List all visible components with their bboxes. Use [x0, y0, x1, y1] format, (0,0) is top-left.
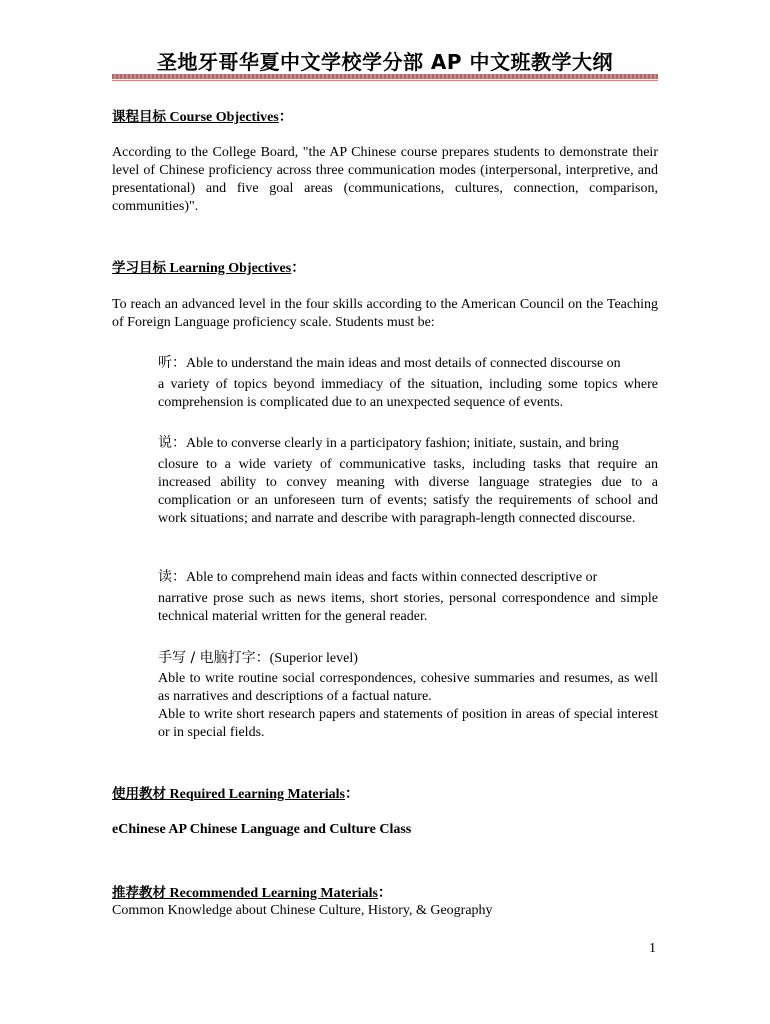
course-objectives-heading — [112, 105, 293, 126]
heading-colon: ： — [377, 886, 392, 901]
writing-label: 手写 / 电脑打字： — [158, 650, 270, 666]
title-rule — [112, 74, 658, 79]
writing-text-2: Able to write short research papers and statements of position in areas of special interest or in special fields. — [158, 707, 658, 740]
speaking-first-line: Able to converse clearly in a participatory fashion; initiate, sustain, and bring — [186, 436, 619, 451]
learning-objectives-heading-en: Learning Objectives — [166, 261, 292, 276]
speaking-label: 说： — [158, 435, 186, 451]
recommended-materials-heading — [112, 881, 392, 902]
required-materials-heading-zh: 使用教材 — [112, 786, 166, 802]
listening-label: 听： — [158, 355, 186, 371]
course-objectives-heading-zh: 课程目标 — [112, 109, 166, 125]
required-materials-heading — [112, 782, 359, 803]
heading-colon: ： — [291, 261, 306, 276]
required-materials-heading-en: Required Learning Materials — [166, 787, 346, 802]
recommended-materials-heading-en: Recommended Learning Materials — [166, 886, 378, 901]
reading-label: 读： — [158, 569, 186, 585]
speaking-head — [158, 434, 658, 453]
required-materials-item: eChinese AP Chinese Language and Culture Class — [112, 822, 412, 837]
course-objectives-heading-en: Course Objectives — [166, 110, 279, 125]
page-title: 圣地牙哥华夏中文学校学分部 AP 中文班教学大纲 — [156, 50, 614, 74]
learning-objectives-heading — [112, 256, 305, 277]
recommended-materials-item: Common Knowledge about Chinese Culture, History, & Geography — [112, 903, 493, 918]
writing-text-1: Able to write routine social correspondences, cohesive summaries and resumes, as well as narratives and descriptions of a factual nature. — [158, 671, 658, 704]
listening-text: a variety of topics beyond immediacy of the situation, including some topics where comprehension is complicated due to an unexpected sequence of events. — [158, 377, 658, 410]
title-rule-thin — [112, 80, 658, 81]
recommended-materials-heading-zh: 推荐教材 — [112, 885, 166, 901]
learning-objectives-intro: To reach an advanced level in the four skills according to the American Council on the Teaching of Foreign Language proficiency scale. Students must be: — [112, 297, 658, 330]
listening-head — [158, 354, 658, 373]
reading-head — [158, 568, 658, 587]
speaking-text: closure to a wide variety of communicative tasks, including tasks that require an increased ability to convey meaning with diverse language strategies due to a complication or an unforeseen turn of events; satisfy the requirements of school and work situations; and narrate and describe with paragraph-length connected discourse. — [158, 457, 658, 526]
reading-first-line: Able to comprehend main ideas and facts within connected descriptive or — [186, 570, 598, 585]
page-number: 1 — [649, 941, 656, 956]
reading-text: narrative prose such as news items, short stories, personal correspondence and simple technical material written for the general reader. — [158, 591, 658, 624]
learning-objectives-heading-zh: 学习目标 — [112, 260, 166, 276]
writing-head — [158, 649, 658, 668]
heading-colon: ： — [278, 110, 293, 125]
listening-first-line: Able to understand the main ideas and most details of connected discourse on — [186, 356, 621, 371]
writing-level: (Superior level) — [269, 651, 358, 666]
heading-colon: ： — [345, 787, 360, 802]
course-objectives-text: According to the College Board, "the AP Chinese course prepares students to demonstrate their level of Chinese proficiency across three communication modes (interpersonal, interpretive, and presentational) and five goal areas (communications, cultures, connection, comparison, communities)". — [112, 145, 658, 214]
